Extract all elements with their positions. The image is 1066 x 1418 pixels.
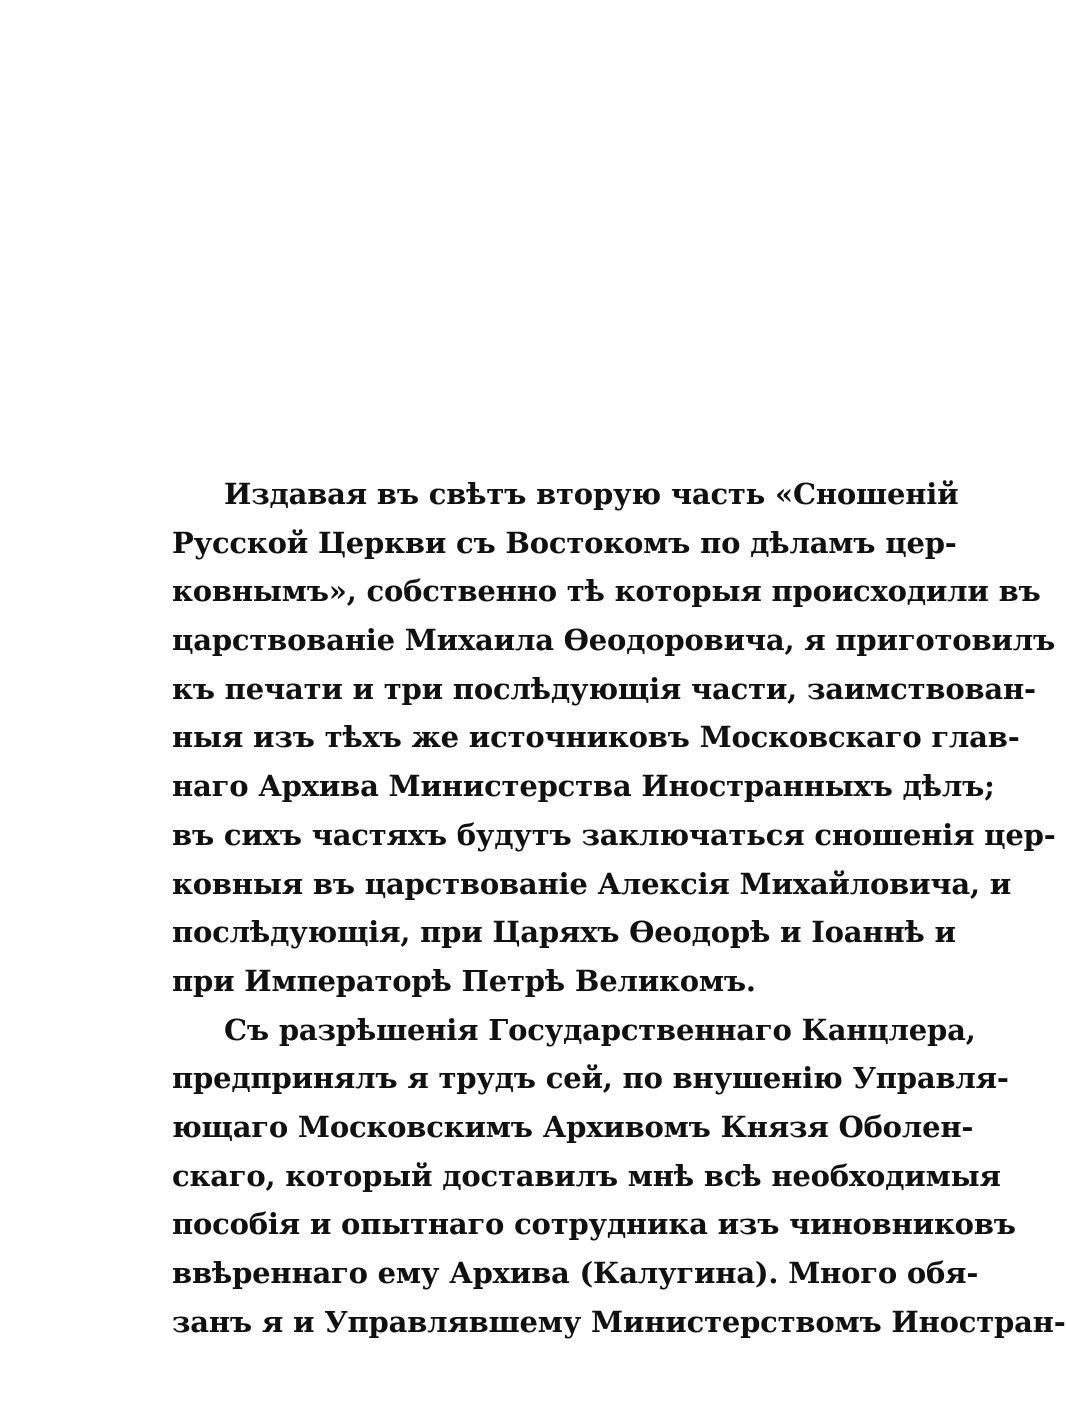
- text-line: Издавая въ свѣтъ вторую часть «Сношеній: [224, 477, 959, 511]
- text-line: предпринялъ я трудъ сей, по внушенію Управля-: [172, 1061, 1009, 1096]
- body-text: [172, 470, 1066, 1346]
- text-line: въ сихъ частяхъ будутъ заключаться сношенія цер-: [172, 817, 1056, 852]
- text-line: при Императорѣ Петрѣ Великомъ.: [172, 963, 756, 998]
- text-line: ковнымъ», собственно тѣ которыя происходили въ: [172, 574, 1041, 609]
- text-line: царствованіе Михаила Ѳеодоровича, я приготовилъ: [172, 623, 1056, 658]
- text-line: ввѣреннаго ему Архива (Калугина). Много обя-: [172, 1256, 979, 1290]
- paragraph-2: [172, 1006, 1066, 1347]
- text-line: наго Архива Министерства Иностранныхъ дѣлъ;: [172, 769, 995, 804]
- text-line: пособія и опытнаго сотрудника изъ чиновниковъ: [172, 1207, 1016, 1242]
- text-line: ющаго Московскимъ Архивомъ Князя Оболен-: [172, 1109, 974, 1144]
- text-line: занъ я и Управлявшему Министерствомъ Иностран-: [172, 1304, 1066, 1339]
- paragraph-1: [172, 470, 1056, 1006]
- text-line: послѣдующія, при Царяхъ Ѳеодорѣ и Іоаннѣ и: [172, 915, 956, 950]
- text-line: Съ разрѣшенія Государственнаго Канцлера,: [224, 1012, 976, 1047]
- text-line: ныя изъ тѣхъ же источниковъ Московскаго глав-: [172, 720, 1020, 755]
- text-line: къ печати и три послѣдующія части, заимствован-: [172, 671, 1036, 706]
- text-line: Русской Церкви съ Востокомъ по дѣламъ цер-: [172, 525, 957, 560]
- text-line: скаго, который доставилъ мнѣ всѣ необходимыя: [172, 1158, 1001, 1193]
- text-line: ковныя въ царствованіе Алексія Михайловича, и: [172, 866, 1012, 901]
